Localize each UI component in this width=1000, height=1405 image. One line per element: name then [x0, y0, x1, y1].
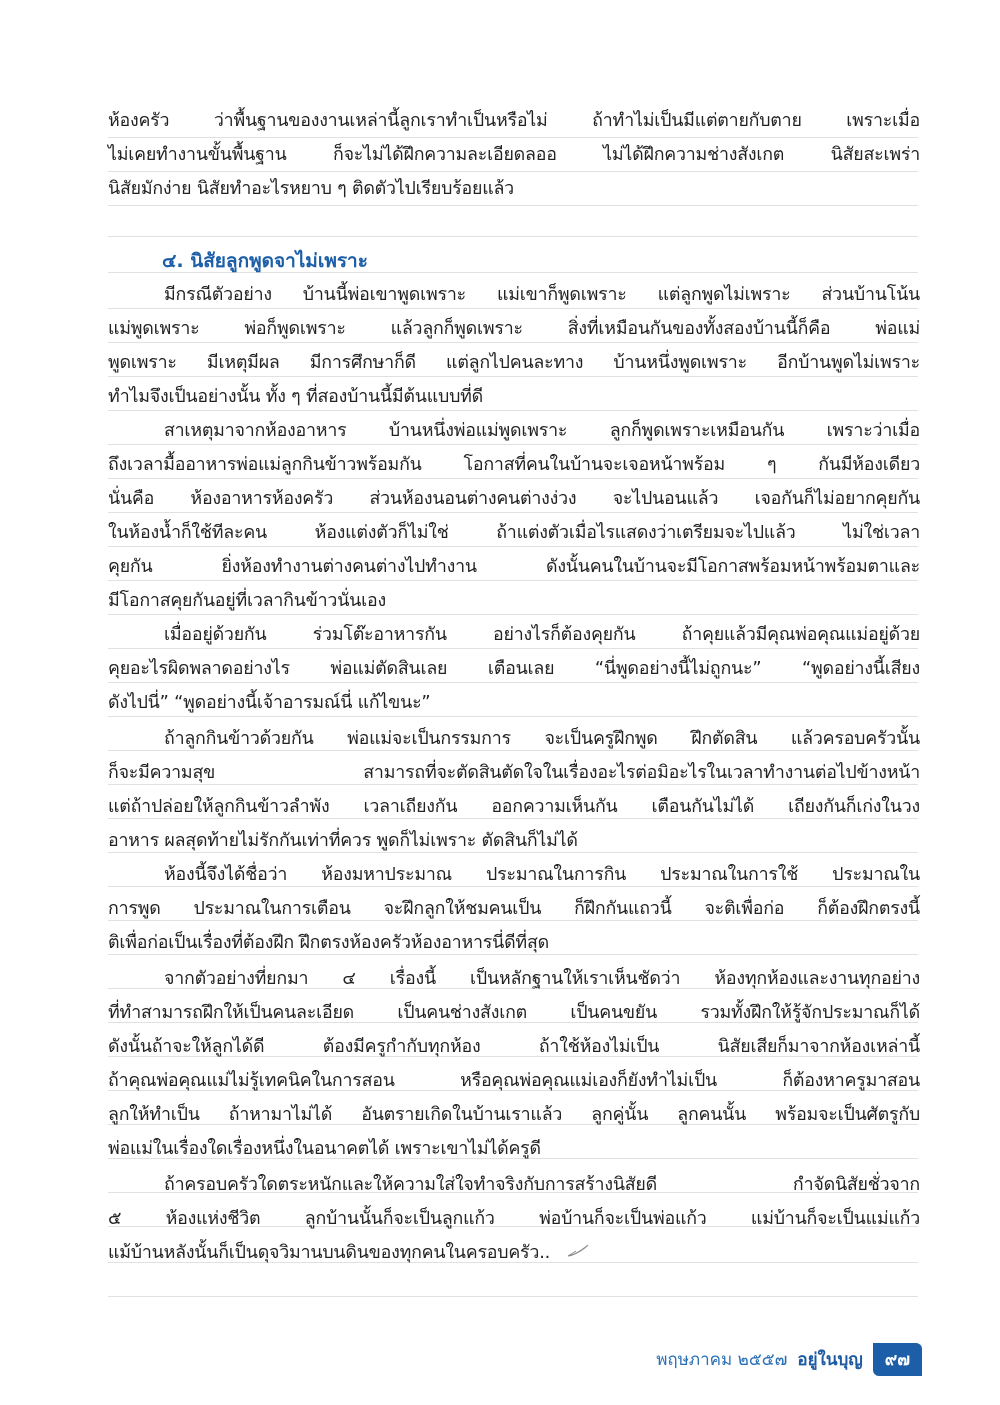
text-line: ทำไมจึงเป็นอย่างนั้น ทั้ง ๆ ที่สองบ้านนี้มีต้นแบบที่ดี: [108, 386, 484, 407]
text-line: ลูกให้ทำเป็น ถ้าหามาไม่ได้ อันตรายเกิดในบ้านเราแล้ว ลูกคู่นั้น ลูกคนนั้น พร้อมจะเป็นศัตรูกับ: [108, 1104, 920, 1125]
text-line: ก็จะมีความสุข สามารถที่จะตัดสินตัดใจในเรื่องอะไรต่อมิอะไรในเวลาทำงานต่อไปข้างหน้า: [108, 762, 920, 783]
text-line: คุยอะไรผิดพลาดอย่างไร พ่อแม่ตัดสินเลย เตือนเลย “นี่พูดอย่างนี้ไม่ถูกนะ” “พูดอย่างนี้เสียง: [108, 658, 920, 679]
text-line: แต่ถ้าปล่อยให้ลูกกินข้าวลำพัง เวลาเถียงกัน ออกความเห็นกัน เตือนกันไม่ได้ เถียงกันก็เก่งในวง: [108, 796, 920, 817]
text-line: จากตัวอย่างที่ยกมา ๔ เรื่องนี้ เป็นหลักฐานให้เราเห็นชัดว่า ห้องทุกห้องและงานทุกอย่าง: [164, 968, 920, 989]
text-line: ๕ ห้องแห่งชีวิต ลูกบ้านนั้นก็จะเป็นลูกแก้ว พ่อบ้านก็จะเป็นพ่อแก้ว แม่บ้านก็จะเป็นแม่แก้ว: [108, 1208, 920, 1229]
text-line: ในห้องน้ำก็ใช้ทีละคน ห้องแต่งตัวก็ไม่ใช่ ถ้าแต่งตัวเมื่อไรแสดงว่าเตรียมจะไปแล้ว ไม่ใช่เวลา: [108, 522, 920, 543]
text-line: นิสัยมักง่าย นิสัยทำอะไรหยาบ ๆ ติดตัวไปเรียบร้อยแล้ว: [108, 178, 514, 199]
text-line: พูดเพราะ มีเหตุมีผล มีการศึกษาก็ดี แต่ลูกไปคนละทาง บ้านหนึ่งพูดเพราะ อีกบ้านพูดไม่เพราะ: [108, 352, 920, 373]
text-line: ไม่เคยทำงานขั้นพื้นฐาน ก็จะไม่ได้ฝึกความละเอียดลออ ไม่ได้ฝึกความช่างสังเกต นิสัยสะเพร่า: [108, 144, 920, 165]
text-line: ดังไปนี่” “พูดอย่างนี้เจ้าอารมณ์นี่ แก้ไขนะ”: [108, 692, 431, 713]
text-line: นั่นคือ ห้องอาหารห้องครัว ส่วนห้องนอนต่างคนต่างง่วง จะไปนอนแล้ว เจอกันก็ไม่อยากคุยกัน: [108, 488, 920, 509]
text-line: แม่พูดเพราะ พ่อก็พูดเพราะ แล้วลูกก็พูดเพราะ สิ่งที่เหมือนกันของทั้งสองบ้านนี้ก็คือ พ่อแม่: [108, 318, 920, 339]
text-line: มีโอกาสคุยกันอยู่ที่เวลากินข้าวนั่นเอง: [108, 590, 386, 611]
text-line: ถ้าคุณพ่อคุณแม่ไม่รู้เทคนิคในการสอน หรือคุณพ่อคุณแม่เองก็ยังทำไม่เป็น ก็ต้องหาครูมาสอน: [108, 1070, 920, 1091]
text-line: ถ้าครอบครัวใดตระหนักและให้ความใส่ใจทำจริงกับการสร้างนิสัยดี กำจัดนิสัยชั่วจาก: [164, 1174, 920, 1195]
text-line: ถึงเวลามื้ออาหารพ่อแม่ลูกกินข้าวพร้อมกัน โอกาสที่คนในบ้านจะเจอหน้าพร้อม ๆ กันมีห้องเดียว: [108, 454, 920, 475]
text-line: ดังนั้นถ้าจะให้ลูกได้ดี ต้องมีครูกำกับทุกห้อง ถ้าใช้ห้องไม่เป็น นิสัยเสียก็มาจากห้องเหล่านี้: [108, 1036, 920, 1057]
magazine-title: อยู่ในบุญ: [797, 1349, 863, 1370]
text-line: สาเหตุมาจากห้องอาหาร บ้านหนึ่งพ่อแม่พูดเพราะ ลูกก็พูดเพราะเหมือนกัน เพราะว่าเมื่อ: [164, 420, 920, 441]
closing-text: แม้บ้านหลังนั้นก็เป็นดุจวิมานบนดินของทุกคนในครอบครัว..: [108, 1242, 551, 1263]
text-line: [108, 1236, 920, 1270]
page-number: ๙๗: [873, 1343, 922, 1376]
rule-line: [108, 1296, 918, 1297]
text-line: ติเพื่อก่อเป็นเรื่องที่ต้องฝึก ฝึกตรงห้องครัวห้องอาหารนี่ดีที่สุด: [108, 932, 549, 953]
text-line: พ่อแม่ในเรื่องใดเรื่องหนึ่งในอนาคตได้ เพราะเขาไม่ได้ครูดี: [108, 1138, 541, 1159]
text-line: เมื่ออยู่ด้วยกัน ร่วมโต๊ะอาหารกัน อย่างไรก็ต้องคุยกัน ถ้าคุยแล้วมีคุณพ่อคุณแม่อยู่ด้วย: [164, 624, 920, 645]
rule-line: [108, 236, 918, 237]
text-line: การพูด ประมาณในการเตือน จะฝึกลูกให้ชมคนเป็น ก็ฝึกกันแถวนี้ จะติเพื่อก่อ ก็ต้องฝึกตรงนี้: [108, 898, 920, 919]
page-footer: [600, 1344, 922, 1374]
text-line: ที่ทำสามารถฝึกให้เป็นคนละเอียด เป็นคนช่างสังเกต เป็นคนขยัน รวมทั้งฝึกให้รู้จักประมาณก็ได้: [108, 1002, 920, 1023]
issue-date: พฤษภาคม ๒๕๕๗: [656, 1349, 788, 1370]
text-line: มีกรณีตัวอย่าง บ้านนี้พ่อเขาพูดเพราะ แม่เขาก็พูดเพราะ แต่ลูกพูดไม่เพราะ ส่วนบ้านโน้น: [164, 284, 920, 305]
text-line: อาหาร ผลสุดท้ายไม่รักกันเท่าที่ควร พูดก็ไม่เพราะ ตัดสินก็ไม่ได้: [108, 830, 578, 851]
text-line: ห้องนี้จึงได้ชื่อว่า ห้องมหาประมาณ ประมาณในการกิน ประมาณในการใช้ ประมาณใน: [164, 864, 920, 885]
text-line: ห้องครัว ว่าพื้นฐานของงานเหล่านี้ลูกเราทำเป็นหรือไม่ ถ้าทำไม่เป็นมีแต่ตายกับตาย เพราะเมื่อ: [108, 110, 920, 131]
section-heading: ๔. นิสัยลูกพูดจาไม่เพราะ: [162, 250, 368, 272]
text-line: คุยกัน ยิ่งห้องทำงานต่างคนต่างไปทำงาน ดังนั้นคนในบ้านจะมีโอกาสพร้อมหน้าพร้อมตาและ: [108, 556, 920, 577]
text-line: ถ้าลูกกินข้าวด้วยกัน พ่อแม่จะเป็นกรรมการ จะเป็นครูฝึกพูด ฝึกตัดสิน แล้วครอบครัวนั้น: [164, 728, 920, 749]
quill-end-icon: [566, 1236, 590, 1270]
